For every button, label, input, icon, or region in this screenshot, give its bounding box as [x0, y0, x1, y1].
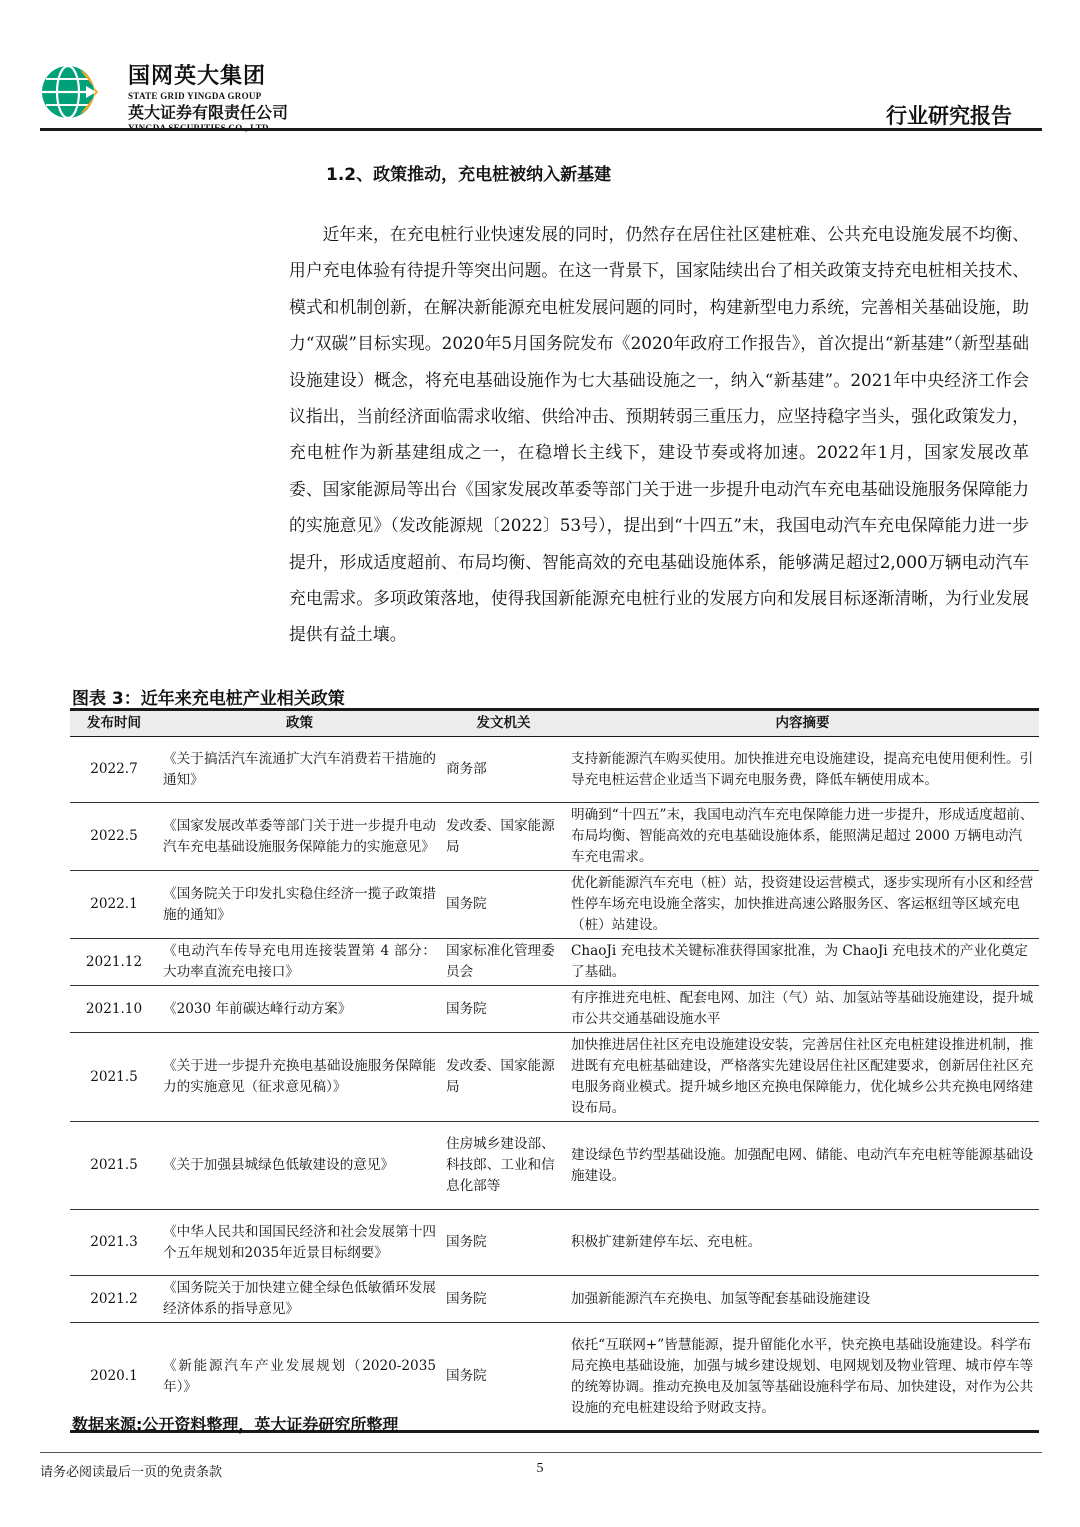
cell-summary: 有序推进充电桩、配套电网、加注（气）站、加氢站等基础设施建设，提升城市公共交通基础设施水平	[571, 990, 1034, 1027]
cell-issuer: 发改委、国家能源局	[446, 817, 555, 855]
cell-summary: 依托“互联网+”皆慧能源，提升留能化水平，快充换电基础设施建设。科学布局充换电基础设施，加强与城乡建设规划、电网规划及物业管理、城市停车等的统筹协调。推动充换电及加氢等基础设施科学布局、加快建设，对作为公共设施的充电桩建设给予财政支持。	[571, 1336, 1034, 1416]
cell-summary: 优化新能源汽车充电（桩）站，投资建设运营模式，逐步实现所有小区和经营性停车场充电设施全落实，加快推进高速公路服务区、客运枢纽等区域充电（桩）站建设。	[571, 875, 1034, 933]
table-row	[70, 871, 1039, 939]
header-divider	[40, 128, 1042, 131]
cell-policy: 《电动汽车传导充电用连接装置第 4 部分：大功率直流充电接口》	[163, 943, 436, 980]
cell-date: 2021.2	[90, 1290, 138, 1307]
cell-policy: 《国务院关于印发扎实稳住经济一揽子政策措施的通知》	[163, 885, 436, 923]
sub-company-name-cn: 英大证券有限责任公司	[128, 103, 289, 122]
cell-policy: 《中华人民共和国国民经济和社会发展第十四个五年规划和2035年近景目标纲要》	[163, 1223, 436, 1261]
company-name-en: STATE GRID YINGDA GROUP	[128, 91, 262, 101]
cell-summary: 支持新能源汽车购买使用。加快推进充电设施建设，提高充电使用便利性。引导充电桩运营企业适当下调充电服务费，降低车辆使用成本。	[571, 750, 1034, 788]
cell-policy: 《关于加强县城绿色低敏建设的意见》	[163, 1157, 395, 1173]
cell-date: 2021.5	[90, 1068, 138, 1085]
cell-date: 2022.5	[90, 828, 138, 844]
cell-summary: 加强新能源汽车充换电、加氢等配套基础设施建设	[571, 1290, 871, 1307]
table-row	[70, 737, 1039, 803]
company-block	[128, 66, 288, 133]
cell-date: 2020.1	[90, 1368, 138, 1384]
cell-summary: 建设绿色节约型基础设施。加强配电网、储能、电动汽车充电桩等能源基础设施建设。	[571, 1146, 1034, 1184]
company-logo-icon	[40, 64, 112, 120]
cell-issuer: 发改委、国家能源局	[446, 1058, 555, 1095]
table-row	[70, 1122, 1039, 1210]
policy-table	[70, 708, 1039, 1433]
cell-issuer: 住房城乡建设部、科技郎、工业和信息化部等	[446, 1136, 555, 1194]
footer-divider	[40, 1452, 1042, 1453]
cell-summary: 加快推进居住社区充电设施建设安装，完善居住社区充电桩建设推进机制，推进既有充电桩基础建设，严格落实先建设居住社区配建要求，创新居住社区充电服务商业模式。提升城乡地区充换电保障能力，优化城乡公共充换电网络建设布局。	[571, 1037, 1034, 1116]
column-header-policy: 政策	[158, 710, 441, 737]
cell-summary: ChaoJi 充电技术关键标准获得国家批准，为 ChaoJi 充电技术的产业化奠定了基础。	[571, 943, 1028, 980]
section-title: 1.2、政策推动，充电桩被纳入新基建	[326, 165, 612, 185]
table-row	[70, 1033, 1039, 1122]
table-header-row	[70, 710, 1039, 737]
cell-policy: 《国务院关于加快建立健全绿色低敏循环发展经济体系的指导意见》	[163, 1280, 436, 1317]
page-number: 5	[536, 1461, 544, 1476]
column-header-date: 发布时间	[70, 710, 158, 737]
cell-issuer: 国务院	[446, 1234, 487, 1250]
cell-issuer: 国家标准化管理委员会	[446, 943, 555, 980]
cell-summary: 明确到“十四五”末，我国电动汽车充电保障能力进一步提升，形成适度超前、布局均衡、智能高效的充电基础设施体系，能照满足超过 2000 万辆电动汽车充电需求。	[571, 807, 1034, 865]
report-type-label: 行业研究报告	[886, 104, 1012, 128]
table-row	[70, 803, 1039, 871]
company-name-cn: 国网英大集团	[128, 64, 267, 89]
cell-policy: 《关于搞活汽车流通扩大汽车消费若干措施的通知》	[163, 750, 436, 788]
cell-policy: 《2030 年前碳达峰行动方案》	[163, 1000, 352, 1017]
body-paragraph: 近年来，在充电桩行业快速发展的同时，仍然存在居住社区建桩难、公共充电设施发展不均衡、用户充电体验有待提升等突出问题。在这一背景下，国家陆续出台了相关政策支持充电桩相关技术、模式和机制创新，在解决新能源充电桩发展问题的同时，构建新型电力系统，完善相关基础设施，助力“双碳”目标实现。2020年5月国务院发布《2020年政府工作报告》，首次提出“新基建”（新型基础设施建设）概念，将充电基础设施作为七大基础设施之一，纳入“新基建”。2021年中央经济工作会议指出，当前经济面临需求收缩、供给冲击、预期转弱三重压力，应坚持稳字当头，强化政策发力，充电桩作为新基建组成之一，在稳增长主线下，建设节奏或将加速。2022年1月，国家发展改革委、国家能源局等出台《国家发展改革委等部门关于进一步提升电动汽车充电基础设施服务保障能力的实施意见》（发改能源规〔2022〕53号），提出到“十四五”末，我国电动汽车充电保障能力进一步提升，形成适度超前、布局均衡、智能高效的充电基础设施体系，能够满足超过2,000万辆电动汽车充电需求。多项政策落地，使得我国新能源充电桩行业的发展方向和发展目标逐渐清晰，为行业发展提供有益土壤。	[289, 224, 1029, 645]
cell-policy: 《关于进一步提升充换电基础设施服务保障能力的实施意见（征求意见稿）》	[163, 1058, 436, 1095]
cell-date: 2021.5	[90, 1157, 138, 1173]
column-header-issuer: 发文机关	[441, 710, 566, 737]
figure-title: 图表 3：近年来充电桩产业相关政策	[72, 689, 345, 709]
table-row	[70, 986, 1039, 1033]
column-header-summary: 内容摘要	[566, 710, 1039, 737]
cell-summary: 积极扩建新建停车坛、充电桩。	[571, 1234, 762, 1250]
data-source-note: 数据来源:公开资料整理，英大证券研究所整理	[72, 1415, 399, 1434]
cell-issuer: 商务部	[446, 761, 487, 777]
cell-policy: 《国家发展改革委等部门关于进一步提升电动汽车充电基础设施服务保障能力的实施意见》	[163, 817, 436, 855]
cell-date: 2022.7	[90, 761, 138, 777]
cell-date: 2022.1	[90, 896, 138, 912]
cell-issuer: 国务院	[446, 1290, 487, 1307]
cell-date: 2021.10	[85, 1000, 143, 1017]
disclaimer-note: 请务必阅读最后一页的免责条款	[40, 1465, 223, 1480]
cell-policy: 《新能源汽车产业发展规划（2020-2035 年）》	[163, 1357, 436, 1395]
cell-issuer: 国务院	[446, 896, 487, 912]
table-row	[70, 1276, 1039, 1323]
table-row	[70, 1210, 1039, 1276]
table-row	[70, 939, 1039, 986]
cell-date: 2021.12	[85, 953, 143, 970]
cell-issuer: 国务院	[446, 1368, 487, 1384]
cell-issuer: 国务院	[446, 1000, 487, 1017]
cell-date: 2021.3	[90, 1234, 138, 1250]
